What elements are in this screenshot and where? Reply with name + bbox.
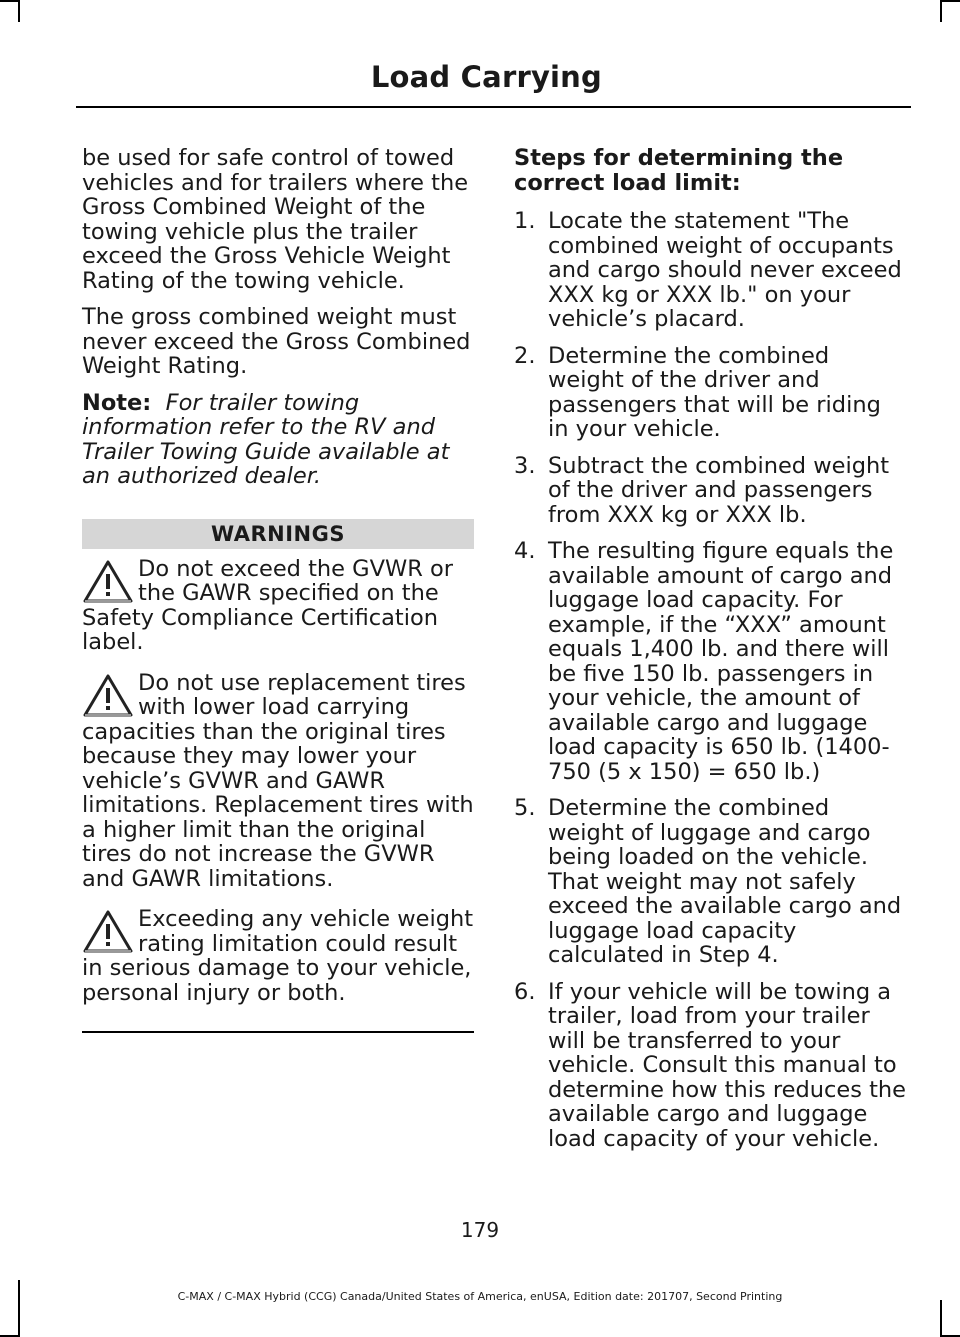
warning-item — [82, 907, 474, 1005]
warning-text: Do not use replacement tires with lower load carrying capacities than the original tires because they may lower your vehicle’s GVWR and GAWR limitations. Replacement tires with a higher limit than the original tires do not increase the GVWR and GAWR limitations. — [82, 669, 474, 892]
warning-item — [82, 671, 474, 892]
list-item — [514, 454, 908, 528]
warning-triangle-icon — [82, 559, 134, 605]
step-text: Subtract the combined weight of the driver and passengers from XXX kg or XXX lb. — [548, 452, 890, 528]
page-number: 179 — [460, 1218, 500, 1242]
step-number: 1. — [514, 208, 536, 234]
steps-list — [514, 209, 908, 1151]
section-heading: Steps for determining the correct load limit: — [514, 145, 844, 196]
body-paragraph: The gross combined weight must never exceed the Gross Combined Weight Rating. — [82, 304, 471, 379]
crop-mark — [0, 0, 20, 2]
crop-mark — [940, 0, 960, 2]
left-column — [82, 146, 474, 1033]
header-divider — [76, 106, 911, 108]
warnings-title: WARNINGS — [82, 519, 474, 549]
step-text: Determine the combined weight of luggage and cargo being loaded on the vehicle. That weight may not safely exceed the available cargo and luggage load capacity calculated in Step 4. — [548, 795, 902, 968]
list-item — [514, 980, 908, 1152]
step-text: Locate the statement "The combined weight of occupants and cargo should never exceed XXX kg or XXX lb." on your vehicle’s placard. — [548, 208, 902, 332]
crop-mark — [18, 0, 20, 22]
step-text: Determine the combined weight of the driver and passengers that will be riding in your vehicle. — [548, 342, 881, 442]
step-number: 6. — [514, 978, 536, 1005]
step-number: 3. — [514, 452, 536, 479]
list-item — [514, 539, 908, 784]
list-item — [514, 344, 908, 442]
body-paragraph: be used for safe control of towed vehicles and for trailers where the Gross Combined Weight of the towing vehicle plus the trailer exceed the Gross Vehicle Weight Rating of the towing vehicle. — [82, 145, 469, 294]
page-title: Load Carrying — [370, 60, 602, 94]
warning-text: Exceeding any vehicle weight rating limitation could result in serious damage to your vehicle, personal injury or both. — [82, 906, 474, 1006]
note-text: For trailer towing information refer to the RV and Trailer Towing Guide available at an authorized dealer. — [82, 389, 450, 489]
list-item — [514, 209, 908, 332]
crop-mark — [940, 1300, 942, 1337]
right-column — [514, 146, 908, 1163]
note-label: Note: — [82, 389, 152, 416]
crop-mark — [18, 1280, 20, 1337]
step-text: If your vehicle will be towing a trailer, load from your trailer will be transferred to your vehicle. Consult this manual to determine how this reduces the available cargo and luggage load capacity of your vehicle. — [548, 978, 907, 1152]
crop-mark — [940, 0, 942, 22]
step-text: The resulting figure equals the available amount of cargo and luggage load capacity. For example, if the “XXX” amount equals 1,400 lb. and there will be five 150 lb. passengers in your vehicle, the amount of available cargo and luggage load capacity is 650 lb. (1400-750 (5 x 150) = 650 lb.) — [548, 538, 894, 785]
note — [82, 391, 474, 489]
step-number: 2. — [514, 342, 536, 369]
warnings-divider — [82, 1031, 474, 1033]
step-number: 4. — [514, 538, 536, 564]
list-item — [514, 796, 908, 968]
warning-triangle-icon — [82, 673, 134, 719]
warning-item — [82, 557, 474, 655]
warning-text: Do not exceed the GVWR or the GAWR specified on the Safety Compliance Certification label. — [82, 555, 454, 655]
footer-text: C-MAX / C-MAX Hybrid (CCG) Canada/United States of America, enUSA, Edition date: 201707, Second Printing — [177, 1290, 783, 1303]
warning-triangle-icon — [82, 909, 134, 955]
warnings-box — [82, 519, 474, 1034]
step-number: 5. — [514, 795, 536, 821]
